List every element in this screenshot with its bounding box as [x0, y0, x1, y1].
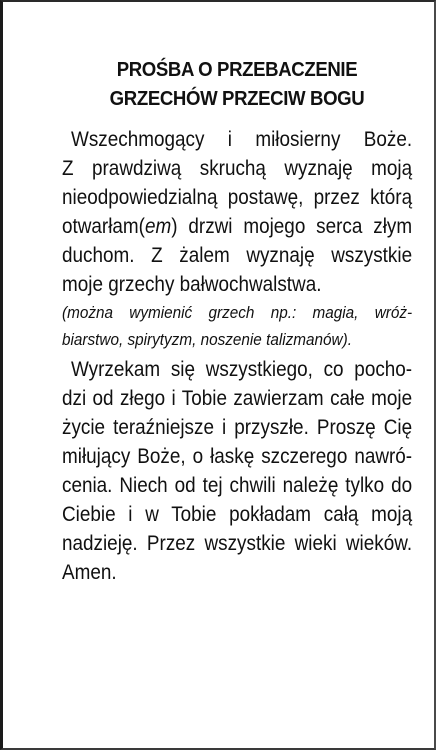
text-line: Wyrzekam się wszystkiego, co pocho- [71, 358, 413, 381]
prayer-title [74, 56, 400, 114]
text-line: cenia. Niech od tej chwili należę tylko do [62, 474, 413, 497]
closing-amen: Amen. [62, 561, 117, 584]
paragraph-2 [62, 355, 412, 587]
text-line: duchom. Z żalem wyznaję wszystkie [62, 244, 413, 267]
gender-suffix-italic: em [144, 215, 172, 238]
title-line-1: PROŚBA O PRZEBACZENIE [116, 59, 358, 81]
text-line: moje grzechy bałwochwalstwa. [62, 273, 322, 296]
text-line: Ciebie i w Tobie pokładam całą moją [62, 503, 413, 526]
text-line: nieodpowiedzialną postawę, przez którą [62, 186, 413, 209]
note-line: biarstwo, spirytyzm, noszenie talizmanów). [62, 330, 352, 349]
text-fragment: otwarłam( [62, 215, 145, 238]
title-line-2: GRZECHÓW PRZECIW BOGU [109, 88, 365, 110]
text-line: dzi od złego i Tobie zawierzam całe moje [62, 387, 413, 410]
text-line: nadzieję. Przez wszystkie wieki wieków. [62, 532, 413, 555]
italic-note [62, 299, 412, 353]
prayer-body [62, 125, 412, 587]
text-line: życie teraźniejsze i przyszłe. Proszę Cię [62, 416, 413, 439]
text-line: miłujący Boże, o łaskę szczerego nawró- [62, 445, 413, 468]
paragraph-1 [62, 125, 412, 299]
note-line: (można wymienić grzech np.: magia, wróż- [62, 303, 413, 322]
text-line: Wszechmogący i miłosierny Boże. [71, 128, 413, 151]
text-line-with-emphasis [62, 212, 412, 241]
text-line: Z prawdziwą skruchą wyznaję moją [62, 157, 413, 180]
text-fragment: ) drzwi mojego serca złym [171, 215, 413, 238]
